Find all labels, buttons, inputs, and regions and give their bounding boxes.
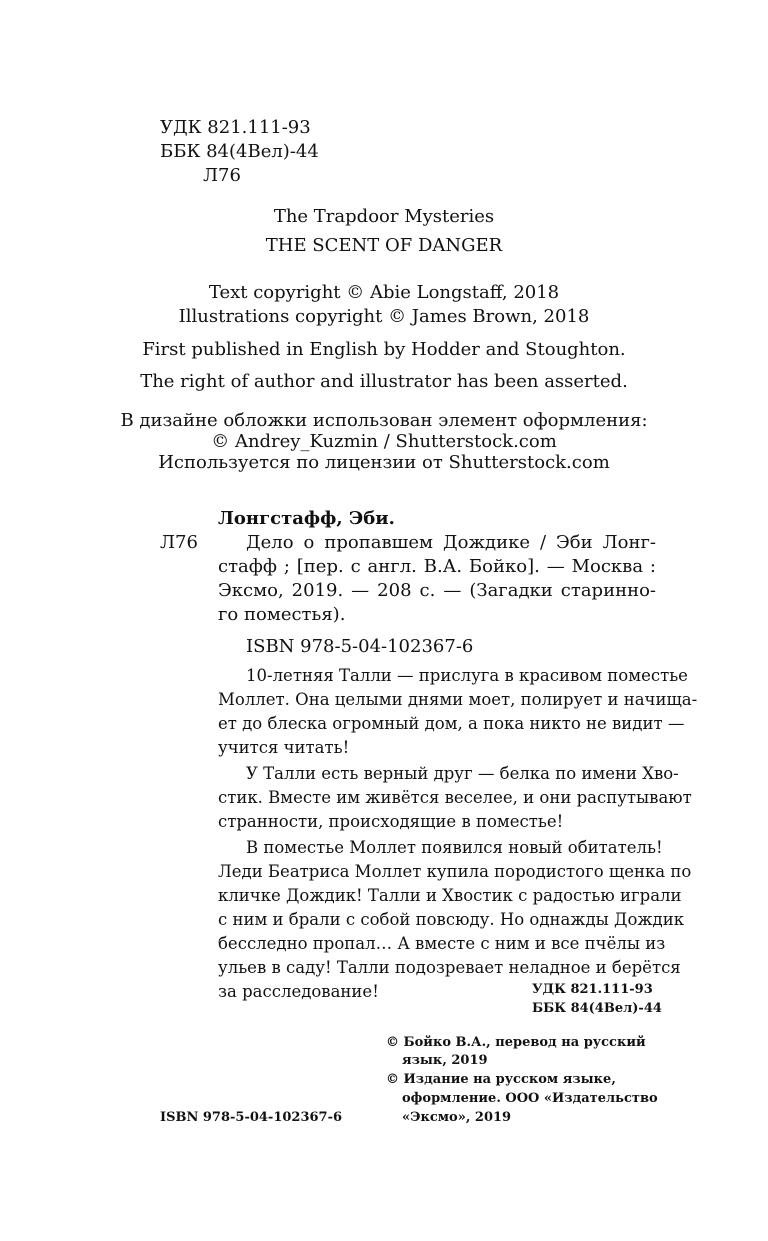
record-description-line: стафф ; [пер. с англ. В.А. Бойко]. — Москва : [218,556,656,577]
annotation-line: за расследование! [218,982,379,1001]
record-author-heading: Лонгстафф, Эби. [218,508,395,529]
annotation-line: 10-летняя Талли — прислуга в красивом поместье [246,666,688,685]
udk-code: УДК 821.111-93 [160,117,311,138]
translation-copyright-line1: © Бойко В.А., перевод на русский [386,1035,646,1050]
annotation-line: странности, происходящие в поместье! [218,812,564,831]
bottom-bbk-code: ББК 84(4Вел)-44 [532,1001,662,1016]
annotation-line: В поместье Моллет появился новый обитатель! [246,838,663,857]
record-isbn: ISBN 978-5-04-102367-6 [246,636,474,657]
text-copyright: Text copyright © Abie Longstaff, 2018 [208,282,560,303]
edition-copyright-line2: оформление. ООО «Издательство [402,1091,658,1106]
rights-asserted: The right of author and illustrator has been asserted. [140,371,628,392]
record-description-line: го поместья). [218,604,346,625]
book-title: THE SCENT OF DANGER [265,235,503,256]
cover-note-line2: © Andrey_Kuzmin / Shutterstock.com [211,431,557,452]
series-title: The Trapdoor Mysteries [273,206,495,227]
cover-note-line3: Используется по лицензии от Shutterstock.com [158,452,610,473]
first-published: First published in English by Hodder and Stoughton. [142,339,626,360]
author-mark: Л76 [203,165,241,186]
bottom-udk-code: УДК 821.111-93 [532,982,653,997]
annotation-line: ульев в саду! Талли подозревает неладное и берётся [218,958,681,977]
edition-copyright-line1: © Издание на русском языке, [386,1072,616,1087]
annotation-line: Леди Беатриса Моллет купила породистого щенка по [218,862,692,881]
cover-note-line1: В дизайне обложки использован элемент оформления: [120,410,648,431]
annotation-line: с ним и брали с собой повсюду. Но однажды Дождик [218,910,685,929]
translation-copyright-line2: язык, 2019 [402,1053,488,1068]
record-author-mark: Л76 [160,532,198,553]
annotation-line: стик. Вместе им живётся веселее, и они распутывают [218,788,692,807]
annotation-line: учится читать! [218,738,350,757]
edition-copyright-line3: «Эксмо», 2019 [402,1110,512,1125]
record-description-line: Эксмо, 2019. — 208 с. — (Загадки старинно- [218,580,656,601]
record-description-line: Дело о пропавшем Дождике / Эби Лонг- [246,532,656,553]
annotation-line: бесследно пропал… А вместе с ним и все пчёлы из [218,934,666,953]
bottom-isbn: ISBN 978-5-04-102367-6 [160,1110,343,1125]
bbk-code: ББК 84(4Вел)-44 [160,141,319,162]
annotation-line: Моллет. Она целыми днями моет, полирует и начища- [218,690,698,709]
annotation-line: ет до блеска огромный дом, а пока никто не видит — [218,714,685,733]
annotation-line: У Талли есть верный друг — белка по имени Хво- [246,764,679,783]
illustrations-copyright: Illustrations copyright © James Brown, 2018 [178,306,590,327]
annotation-line: кличке Дождик! Талли и Хвостик с радостью играли [218,886,682,905]
